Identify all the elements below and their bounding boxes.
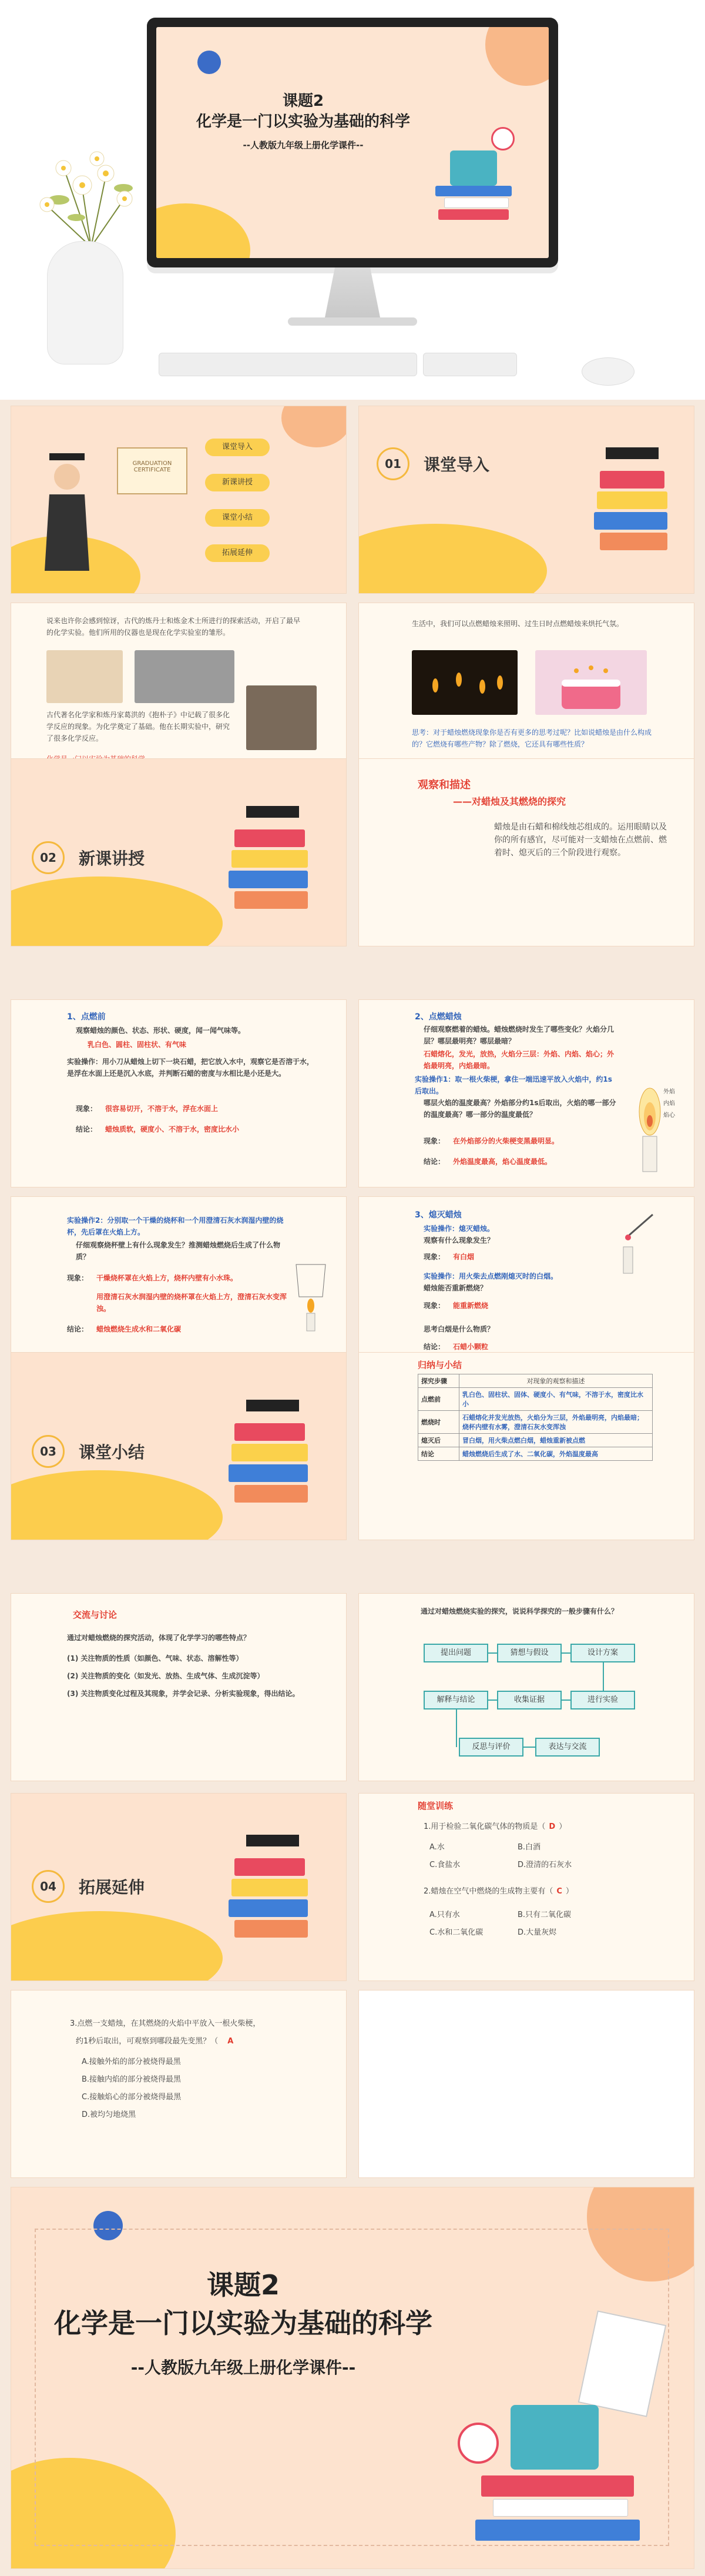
slide-blank <box>358 1990 694 2178</box>
discussion-question: 通过对蜡烛燃烧的探究活动，体现了化学学习的哪些特点？ <box>67 1634 251 1642</box>
flame-label-inner: 焰心 <box>663 1112 675 1119</box>
agenda-item-3[interactable]: 课堂小结 <box>205 509 270 527</box>
section-number: 02 <box>32 841 65 874</box>
quiz-heading: 随堂训练 <box>418 1801 454 1811</box>
graduate-icon <box>43 453 90 571</box>
agenda-item-2[interactable]: 新课讲授 <box>205 474 270 491</box>
quiz3-option-d[interactable]: D.被均匀地烧黑 <box>82 2110 136 2119</box>
during-p3-label: 现象： <box>424 1137 445 1145</box>
after-p2-label: 现象： <box>424 1253 445 1261</box>
ending-title: 化学是一门以实验为基础的科学 <box>54 2307 432 2339</box>
section-number: 04 <box>32 1870 65 1903</box>
slide-section-03 <box>11 1352 347 1540</box>
after-p2-answer: 有白烟 <box>453 1253 475 1261</box>
lab-photo <box>135 650 234 703</box>
during2-p1: 实验操作2：分别取一个干燥的烧杯和一个用澄清石灰水润湿内壁的烧杯，先后罩在火焰上方。 <box>67 1216 284 1236</box>
quiz-q2-option-a[interactable]: A.只有水 <box>429 1911 460 1919</box>
keyboard <box>159 353 417 376</box>
slide-inquiry-flow <box>358 1593 694 1781</box>
during-p4-label: 结论： <box>424 1157 445 1166</box>
quiz-q1-option-a[interactable]: A.水 <box>429 1843 445 1852</box>
during-p2: 实验操作1：取一根火柴梗，拿住一端迅速平放入火焰中，约1s后取出。 <box>415 1075 612 1095</box>
quiz-q1: 1.用于检验二氧化碳气体的物质是（ D ） <box>424 1822 567 1831</box>
table-row: 熄灭后 冒白烟，用火柴点燃白烟，蜡烛重新被点燃 <box>418 1434 653 1447</box>
slide-section-01 <box>358 406 694 594</box>
flow-arrow <box>456 1709 457 1747</box>
during2-p2-answer-2: 用澄清石灰水润湿内壁的烧杯罩在火焰上方，澄清石灰水变浑浊。 <box>96 1293 287 1313</box>
section-title: 课堂导入 <box>424 455 490 474</box>
summary-header-step: 探究步骤 <box>418 1374 459 1388</box>
table-row: 点燃前 乳白色、固柱状、固体、硬度小、有气味，不溶于水，密度比水小 <box>418 1388 653 1411</box>
after-p3b: 蜡烛能否重新燃烧？ <box>424 1284 488 1292</box>
section-title: 拓展延伸 <box>79 1878 145 1897</box>
quiz3-question: 3.点燃一支蜡烛，在其燃烧的火焰中平放入一根火柴梗， <box>70 2019 261 2028</box>
during2-p2-answer: 干燥烧杯罩在火焰上方，烧杯内壁有小水珠。 <box>96 1274 238 1282</box>
section-number: 01 <box>377 447 409 480</box>
slide-summary <box>358 1352 694 1540</box>
during2-p3-label: 结论： <box>67 1325 89 1333</box>
after-heading: 3、熄灭蜡烛 <box>415 1210 462 1220</box>
section-number: 03 <box>32 1435 65 1468</box>
flow-step-8: 表达与交流 <box>535 1738 600 1757</box>
certificate: GRADUATION CERTIFICATE <box>117 447 187 494</box>
yellow-blob <box>11 1911 223 1981</box>
before-p1-answer: 乳白色、圆柱、固柱状、有气味 <box>88 1041 187 1049</box>
before-heading: 1、点燃前 <box>67 1012 106 1022</box>
after-p6-answer: 石蜡小颗粒 <box>453 1343 489 1351</box>
before-p4-answer: 蜡烛质软，硬度小、不溶于水，密度比水小 <box>105 1125 240 1133</box>
slide-quiz <box>358 1793 694 1981</box>
flame-layers-icon <box>626 1082 685 1176</box>
before-p3-label: 现象： <box>76 1105 98 1113</box>
orange-blob <box>485 27 549 86</box>
hero-mockup <box>0 0 705 400</box>
flow-arrow <box>603 1662 604 1691</box>
before-p1: 观察蜡烛的颜色、状态、形状、硬度，闻一闻气味等。 <box>76 1026 246 1035</box>
flame-label-middle: 内焰 <box>663 1100 675 1107</box>
after-p6-label: 结论： <box>424 1343 445 1351</box>
scientist-photo <box>246 685 317 750</box>
birthday-cake-photo <box>535 650 647 715</box>
intro-paragraph-1: 说来也许你会感到惊讶，古代的炼丹士和炼金术士所进行的探索活动，开启了最早的化学实验。他们所用的仪器也是现在化学实验室的雏形。 <box>46 617 301 637</box>
monitor-stand-base <box>288 317 417 326</box>
flow-step-4: 解释与结论 <box>424 1691 488 1709</box>
quiz-q2-option-b[interactable]: B.只有二氧化碳 <box>518 1911 572 1919</box>
section-title: 新课讲授 <box>79 849 145 868</box>
during-p1-answer: 石蜡熔化，发光，放热，火焰分三层：外焰、内焰、焰心；外焰最明亮，内焰最暗。 <box>424 1050 615 1070</box>
discussion-heading: 交流与讨论 <box>73 1610 118 1620</box>
yellow-blob <box>358 524 547 594</box>
table-row: 燃烧时 石蜡熔化并发光放热，火焰分为三层，外焰最明亮，内焰最暗；烧杯内壁有水雾，澄清石灰水变浑浊 <box>418 1411 653 1434</box>
cover-subtitle: --人教版九年级上册化学课件-- <box>243 140 364 150</box>
candle-paragraph-1: 生活中，我们可以点燃蜡烛来照明、过生日时点燃蜡烛来烘托气氛。 <box>412 620 624 628</box>
flow-step-7: 反思与评价 <box>459 1738 523 1757</box>
cover-slide <box>156 27 549 258</box>
slide-agenda <box>11 406 347 594</box>
books-cap-illustration <box>588 447 676 565</box>
slide-quiz-3 <box>11 1990 347 2178</box>
flow-arrow <box>488 1700 497 1701</box>
flow-step-3: 设计方案 <box>570 1644 635 1662</box>
intro-paragraph-2: 古代著名化学家和炼丹家葛洪的《抱朴子》中记载了很多化学反应的现象。为化学奠定了基础。他在长期实验中，研究了很多化学反应。 <box>46 711 230 742</box>
quiz3-option-c[interactable]: C.接触焰心的部分被烧得最黑 <box>82 2093 182 2102</box>
ending-topic: 课题2 <box>206 2269 280 2301</box>
orange-blob <box>281 406 347 447</box>
yellow-blob <box>11 876 223 946</box>
quiz-q1-option-c[interactable]: C.食盐水 <box>429 1861 461 1869</box>
flow-step-6: 进行实验 <box>570 1691 635 1709</box>
slide-section-02 <box>11 758 347 946</box>
flow-arrow <box>562 1652 570 1654</box>
after-p1b: 观察有什么现象发生？ <box>424 1236 495 1244</box>
agenda-item-4[interactable]: 拓展延伸 <box>205 544 270 562</box>
slide-section-04 <box>11 1793 347 1981</box>
books-cap-illustration <box>223 806 317 935</box>
slide-ending <box>11 2187 694 2569</box>
before-p2: 实验操作：用小刀从蜡烛上切下一块石蜡，把它放入水中，观察它是否溶于水，是浮在水面上还是沉入水底，并判断石蜡的密度与水相比是小还是大。 <box>67 1058 314 1078</box>
quiz-q2: 2.蜡烛在空气中燃烧的生成物主要有（ C ） <box>424 1887 573 1896</box>
before-p3-answer: 很容易切开，不溶于水，浮在水面上 <box>105 1105 219 1113</box>
summary-heading: 归纳与小结 <box>418 1360 462 1370</box>
slide-during-lighting <box>358 999 694 1187</box>
before-p4-label: 结论： <box>76 1125 98 1133</box>
globe-icon <box>197 51 221 74</box>
discussion-item-3: (3) 关注物质变化过程及其现象，并学会记录、分析实验现象，得出结论。 <box>67 1690 300 1698</box>
during-p3-answer: 在外焰部分的火柴梗变黑最明显。 <box>453 1137 559 1145</box>
during-p2b: 哪层火焰的温度最高？外焰部分约1s后取出，火焰的哪一部分的温度最高？哪一部分的温度最低？ <box>424 1099 616 1119</box>
after-p4-answer: 能重新燃烧 <box>453 1302 489 1310</box>
flow-arrow <box>488 1652 497 1654</box>
summary-table <box>418 1374 653 1461</box>
books-illustration <box>458 2317 669 2564</box>
trackpad <box>423 353 517 376</box>
discussion-item-2: (2) 关注物质的变化（如发光、放热、生成气体、生成沉淀等） <box>67 1672 264 1680</box>
monitor <box>147 18 558 267</box>
table-row: 结论 蜡烛燃烧后生成了水、二氧化碳，外焰温度最高 <box>418 1447 653 1461</box>
after-p1: 实验操作：熄灭蜡烛。 <box>424 1225 495 1233</box>
after-p4-label: 现象： <box>424 1302 445 1310</box>
slide-discussion <box>11 1593 347 1781</box>
books-cap-illustration <box>223 1400 317 1529</box>
monitor-stand <box>317 267 388 320</box>
beaker-candle-icon <box>290 1262 331 1332</box>
yellow-blob <box>11 1470 223 1540</box>
quiz-q2-option-c[interactable]: C.水和二氧化碳 <box>429 1928 484 1937</box>
observe-subtitle: ——对蜡烛及其燃烧的探究 <box>453 796 566 807</box>
flow-arrow <box>523 1747 535 1748</box>
quiz-q1-option-d[interactable]: D.澄清的石灰水 <box>518 1861 572 1869</box>
discussion-item-1: (1) 关注物质的性质（如颜色、气味、状态、溶解性等） <box>67 1654 243 1662</box>
flow-question: 通过对蜡烛燃烧实验的探究，说说科学探究的一般步骤有什么？ <box>421 1607 619 1615</box>
during-p1: 仔细观察燃着的蜡烛。蜡烛燃烧时发生了哪些变化？火焰分几层？哪层最明亮？哪层最暗？ <box>424 1025 615 1045</box>
agenda-item-1[interactable]: 课堂导入 <box>205 439 270 456</box>
slide-before-lighting <box>11 999 347 1187</box>
books-illustration <box>432 121 521 239</box>
slide-observe <box>358 758 694 946</box>
yellow-blob <box>156 203 250 258</box>
candle-question: 思考：对于蜡烛燃烧现象你是否有更多的思考过呢？比如说蜡烛是由什么构成的？它燃烧有哪些产物？除了燃烧，它还具有哪些性质？ <box>412 728 652 748</box>
flow-step-5: 收集证据 <box>497 1691 562 1709</box>
books-cap-illustration <box>223 1835 317 1964</box>
observe-body: 蜡烛是由石蜡和棉线烛芯组成的。运用眼睛以及你的所有感官，尽可能对一支蜡烛在点燃前、燃着时、熄灭后的三个阶段进行观察。 <box>494 822 667 858</box>
quiz-q2-option-d[interactable]: D.大量灰烬 <box>518 1928 557 1937</box>
quiz3-option-a[interactable]: A.接触外焰的部分被烧得最黑 <box>82 2058 181 2066</box>
quiz3-option-b[interactable]: B.接触内焰的部分被烧得最黑 <box>82 2075 182 2084</box>
during-heading: 2、点燃蜡烛 <box>415 1012 462 1022</box>
flow-arrow <box>562 1700 570 1701</box>
extinguish-candle-icon <box>612 1212 670 1276</box>
candles-photo <box>412 650 518 715</box>
flow-step-1: 提出问题 <box>424 1644 488 1662</box>
during2-p2-label: 现象： <box>67 1274 89 1282</box>
during2-p1b: 仔细观察烧杯壁上有什么现象发生？推测蜡烛燃烧后生成了什么物质？ <box>76 1241 281 1261</box>
section-title: 课堂小结 <box>79 1443 145 1462</box>
flower-vase-icon <box>24 135 159 247</box>
mouse <box>582 357 634 386</box>
after-p3: 实验操作：用火柴去点燃刚熄灭时的白烟。 <box>424 1272 558 1280</box>
alchemy-image <box>46 650 123 703</box>
quiz3-question-2: 约1秒后取出，可观察到哪段最先变黑？（ A <box>76 2037 234 2046</box>
flame-label-outer: 外焰 <box>663 1089 675 1095</box>
after-p5: 思考白烟是什么物质？ <box>424 1325 495 1333</box>
cover-title: 化学是一门以实验为基础的科学 <box>196 113 410 131</box>
quiz-q1-option-b[interactable]: B.白酒 <box>518 1843 541 1852</box>
vase <box>47 241 123 364</box>
ending-subtitle: --人教版九年级上册化学课件-- <box>130 2358 356 2377</box>
cover-topic: 课题2 <box>282 92 324 110</box>
flow-step-2: 猜想与假设 <box>497 1644 562 1662</box>
observe-title: 观察和描述 <box>418 779 471 791</box>
during-p4-answer: 外焰温度最高，焰心温度最低。 <box>453 1157 552 1166</box>
during2-p3-answer: 蜡烛燃烧生成水和二氧化碳 <box>96 1325 182 1333</box>
summary-header-desc: 对现象的观察和描述 <box>459 1374 653 1388</box>
